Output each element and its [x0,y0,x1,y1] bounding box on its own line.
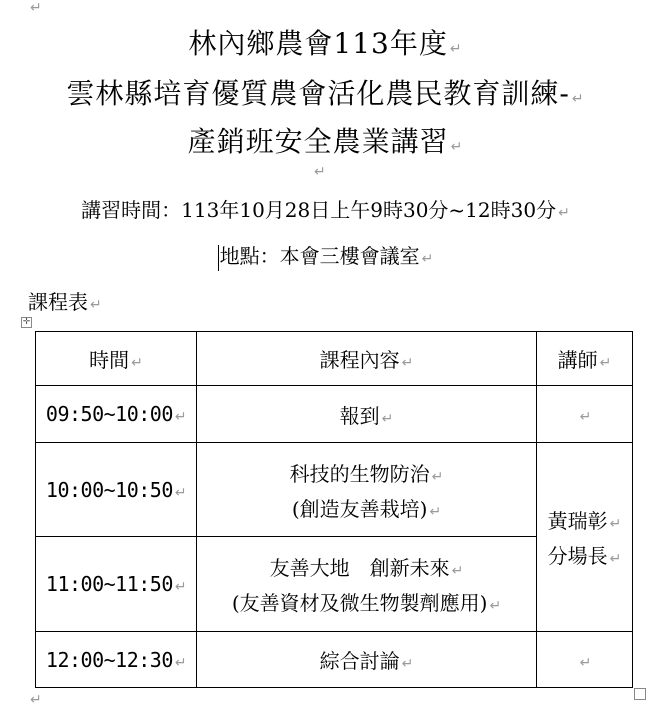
paragraph-mark: ↵ [449,41,463,57]
paragraph-mark: ↵ [451,563,464,579]
paragraph-mark: ↵ [599,355,612,371]
paragraph-mark: ↵ [30,692,42,708]
row-content: 友善大地 創新未來 ↵ (友善資材及微生物製劑應用) ↵ [197,537,537,632]
paragraph-mark: ↵ [609,551,622,567]
schedule-label: 課程表 ↵ [28,290,102,314]
paragraph-mark: ↵ [571,91,585,107]
table-header-row [36,332,633,386]
header-time: 時間 ↵ [36,332,197,386]
document-title-line1: 林內鄉農會113年度 ↵ [188,27,463,60]
paragraph-mark: ↵ [579,654,592,671]
paragraph-mark: ↵ [401,355,414,371]
row-time: 09:50~10:00 ↵ [36,386,197,443]
row-time: 10:00~10:50 ↵ [36,443,197,537]
paragraph-mark: ↵ [131,355,143,371]
paragraph-mark: ↵ [431,468,444,485]
row-content: 科技的生物防治 ↵ (創造友善栽培) ↵ [197,443,537,537]
paragraph-mark: ↵ [558,205,570,221]
paragraph-mark: ↵ [174,484,187,501]
paragraph-mark: ↵ [421,251,434,267]
paragraph-mark: ↵ [30,0,42,16]
document-title-line3: 產銷班安全農業講習 ↵ [187,125,464,158]
paragraph-mark: ↵ [174,654,187,671]
document-title-line2: 雲林縣培育優質農會活化農民教育訓練- ↵ [66,77,585,110]
paragraph-mark: ↵ [174,409,187,425]
paragraph-mark: ↵ [579,409,592,425]
paragraph-mark: ↵ [609,516,622,532]
paragraph-mark: ↵ [429,503,442,520]
table-resize-handle[interactable] [634,688,646,700]
row-content: 綜合討論 ↵ [197,632,537,688]
schedule-table [35,331,633,688]
table-row [36,632,633,688]
row-content: 報到 ↵ [197,386,537,443]
table-row [36,443,633,537]
row-instructor-empty [537,386,633,443]
paragraph-mark: ↵ [314,164,326,180]
header-instructor: 講師 ↵ [537,332,633,386]
paragraph-mark: ↵ [381,410,394,427]
table-move-handle-icon[interactable]: ✛ [22,317,31,327]
paragraph-mark: ↵ [90,297,102,313]
paragraph-mark: ↵ [174,579,187,595]
session-place[interactable]: 地點：本會三樓會議室 ↵ [0,240,651,271]
session-time: 講習時間：113年10月28日上午9時30分~12時30分 ↵ [81,198,570,222]
instructor-cell: 黃瑞彰 ↵ 分場長 ↵ [537,443,633,632]
row-time: 12:00~12:30 ↵ [36,632,197,688]
row-instructor-empty [537,632,633,688]
text-cursor [218,245,219,271]
paragraph-mark: ↵ [401,656,414,672]
table-row [36,386,633,443]
paragraph-mark: ↵ [450,139,464,155]
paragraph-mark: ↵ [489,598,502,614]
row-time: 11:00~11:50 ↵ [36,537,197,632]
header-content: 課程內容 ↵ [197,332,537,386]
